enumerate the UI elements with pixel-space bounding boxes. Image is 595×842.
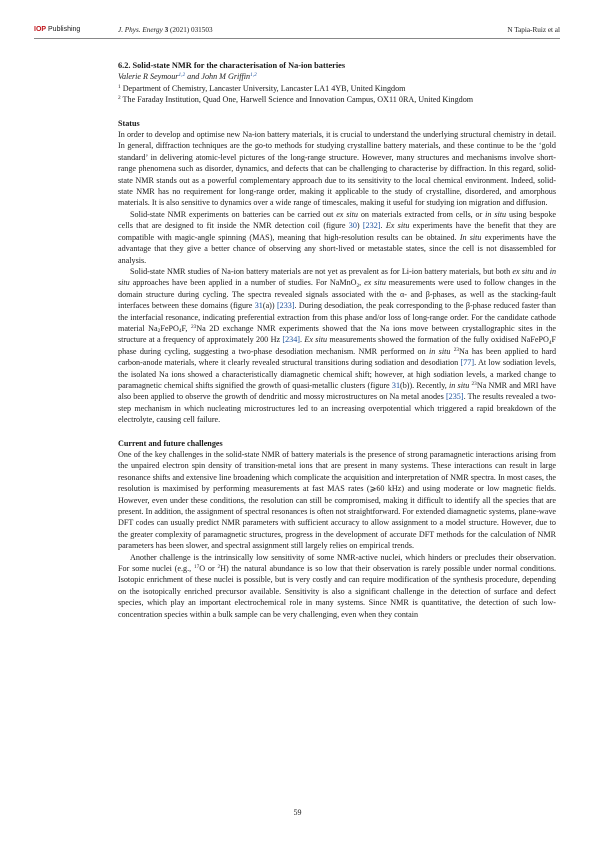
status-paragraph-3: Solid-state NMR studies of Na-ion battery materials are not yet as prevalent as for Li-ion battery materials, but both ex situ and in situ approaches have been applied in a number of studies. For NaMnO$_2$, ex situ measurements were used to follow changes in the domain structure during cycling. The spectra revealed signals associated with the α- and β-phases, as well as the stacking-fault interfaces between these domains (figure 31(a)) [233]. During desodiation, the peak corresponding to the β-phase reduced faster than the interfacial resonance, indicating preferential extraction from this phase and/or loss of long-range order. For the candidate cathode material $Na_2FePO_4F$, $^{23}$Na 2D exchange NMR experiments showed that the Na ions move between crystallographic sites in the structure at a frequency of approximately 200 Hz [234]. Ex situ measurements showed the formation of the fully oxidised NaFePO$_4$F phase during cycling, suggesting a two-phase desodiation mechanism. NMR performed on in situ $^{23}$Na has been applied to hard carbon-anode materials, where it clearly revealed structural transitions during sodiation and desodiation [77]. At low sodiation levels, the isolated Na ions showed a characteristically diamagnetic chemical shift; however, at high sodiation levels, a marked change to paramagnetic chemical shifts signified the growth of quasi-metallic clusters (figure 31(b)). Recently, in situ $^{23}$Na NMR and MRI have also been applied to observe the growth of dendritic and mossy microstructures on Na metal anodes [235]. The results revealed a two-step mechanism in which nucleating microstructures led to an increasing overpotential which triggered a rapid breakdown of the electrolyte, causing cell failure. (118, 266, 557, 425)
article-body (118, 60, 556, 620)
header-rule (34, 38, 560, 39)
citation-link[interactable]: [233] (276, 301, 295, 311)
figure-link[interactable]: 31 (391, 380, 400, 390)
challenges-heading: Current and future challenges (118, 438, 223, 448)
figure-link[interactable]: 30 (348, 221, 357, 231)
status-heading: Status (118, 118, 140, 128)
publisher-logo: IOP Publishing (34, 26, 81, 33)
challenges-paragraph-1: One of the key challenges in the solid-state NMR of battery materials is the presence of strong paramagnetic interactions arising from the unpaired electron spin density of transition-metal ions that are present in many systems. These interactions can result in large resonance shifts and extensive line broadening which complicate the acquisition and interpretation of NMR spectra. In most cases, the resolution is maximised by performing measurements at fast MAS rates (⩾60 kHz) and using moderate or low magnetic fields. However, even under these conditions, the resolution can still be compromised, making it difficult to identify all the species that are present. In addition, the assignment of spectral resonances is often not straightforward. For extended diamagnetic systems, plane-wave DFT codes can usually predict NMR parameters with sufficient accuracy to allow assignment to a model structure. However, due to the greater complexity of paramagnetic structures, progress in the development of accurate DFT methods for the calculation of NMR parameters has been slower, and spectral assignment still largely relies on empirical trends. (118, 450, 556, 551)
status-paragraph-2: Solid-state NMR experiments on batteries can be carried out ex situ on materials extracted from cells, or in situ using bespoke cells that are designed to fit inside the NMR detection coil (figure 30) [232]. Ex situ experiments have the benefit that they are compatible with magic-angle spinning (MAS), meaning that high-resolution results can be obtained. In situ experiments have the advantage that they give a better chance of observing any short-lived or metastable states, since the cell is not disassembled for analysis. (118, 209, 557, 265)
challenges-paragraph-2: Another challenge is the intrinsically low sensitivity of some NMR-active nuclei, which hinders or precludes their observation. For some nuclei (e.g., $^{17}$O or $^2$H) the natural abundance is so low that their observation is rarely possible under normal conditions. Isotopic enrichment of these nuclei is possible, but is very costly and can require modification of the synthesis procedure, depending on the isotopically enriched precursor available. Sensitivity is also a significant challenge in the detection of surface and defect species, which play an important electrochemical role in many systems. Since NMR is quantitative, the detection of such low-concentration species within a bulk sample can be very challenging, even when they contain (118, 552, 557, 619)
status-paragraph-1: In order to develop and optimise new Na-ion battery materials, it is crucial to understand the underlying structural chemistry in detail. In general, diffraction techniques are the go-to methods for studying crystalline battery materials, and these continue to be the ‘gold standard’ in delivering atomic-level pictures of the long-range structure. However, many structures and mechanisms involve short-range phenomena such as disorder, dynamics, and defects that can be challenging to characterise by diffraction. In this regard, solid-state NMR stands out as a powerful complementary approach due to its sensitivity to the local chemical environment. Indeed, solid-state NMR has no requirement for long-range order, making it applicable to the study of crystalline, disordered, and amorphous materials. It is also sensitive to dynamics over a wide range of timescales, making it useful for studying ion migration and diffusion. (118, 130, 556, 208)
citation-link[interactable]: [235] (445, 392, 464, 402)
running-author: N Tapia-Ruiz et al (507, 26, 560, 34)
citation-link[interactable]: [234] (282, 335, 301, 345)
affiliation-1: $^1$ Department of Chemistry, Lancaster University, Lancaster LA1 4YB, United Kingdom (118, 83, 406, 93)
figure-link[interactable]: 31 (254, 301, 263, 311)
journal-citation: J. Phys. Energy 3 (2021) 031503 (118, 26, 213, 34)
citation-link[interactable]: [77] (460, 358, 475, 368)
citation-link[interactable]: [232] (362, 221, 381, 231)
affiliation-2: $^2$ The Faraday Institution, Quad One, Harwell Science and Innovation Campus, OX11 0RA, United Kingdom (118, 95, 474, 105)
section-title: 6.2. Solid-state NMR for the characterisation of Na-ion batteries (118, 61, 346, 70)
page-number: 59 (293, 808, 302, 817)
author-line: Valerie R Seymour$^{1,2}$ and John M Griffin$^{1,2}$ (118, 72, 257, 82)
